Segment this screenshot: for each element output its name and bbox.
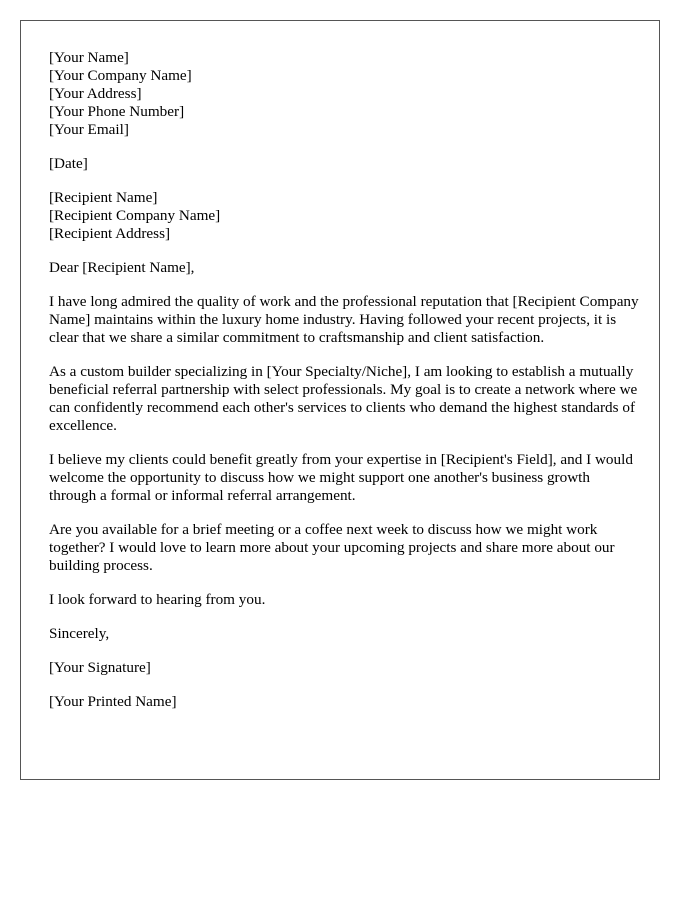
- body-paragraph-4: Are you available for a brief meeting or a coffee next week to discuss how we might work together? I would love to learn more about your upcoming projects and share more about our building process.: [49, 521, 615, 574]
- recipient-company: [Recipient Company Name]: [49, 207, 221, 224]
- sender-email: [Your Email]: [49, 121, 129, 138]
- recipient-name: [Recipient Name]: [49, 189, 158, 206]
- body-paragraph-3: I believe my clients could benefit greatly from your expertise in [Recipient's Field], and I would welcome the opportunity to discuss how we might support one another's business growth through a formal or informal referral arrangement.: [49, 451, 633, 504]
- printed-name: [Your Printed Name]: [49, 693, 177, 710]
- letter-date: [Date]: [49, 155, 88, 172]
- body-paragraph-2: As a custom builder specializing in [Your Specialty/Niche], I am looking to establish a mutually beneficial referral partnership with select professionals. My goal is to create a network where we can confidently recommend each other's services to clients who demand the highest standards of excellence.: [49, 363, 638, 434]
- signature: [Your Signature]: [49, 659, 151, 676]
- sender-name: [Your Name]: [49, 49, 129, 66]
- recipient-block: [49, 189, 639, 243]
- letter-page: [20, 20, 660, 780]
- sender-address: [Your Address]: [49, 85, 142, 102]
- body-paragraph-5: I look forward to hearing from you.: [49, 591, 266, 608]
- closing: Sincerely,: [49, 625, 110, 642]
- salutation: Dear [Recipient Name],: [49, 259, 195, 276]
- sender-phone: [Your Phone Number]: [49, 103, 185, 120]
- date-block: [49, 155, 639, 173]
- body-paragraph-1: I have long admired the quality of work and the professional reputation that [Recipient Company Name] maintains within the luxury home industry. Having followed your recent projects, it is clear that we share a similar commitment to craftsmanship and client satisfaction.: [49, 293, 639, 346]
- sender-block: [49, 49, 639, 139]
- sender-company: [Your Company Name]: [49, 67, 192, 84]
- recipient-address: [Recipient Address]: [49, 225, 171, 242]
- letter-content: [49, 49, 639, 727]
